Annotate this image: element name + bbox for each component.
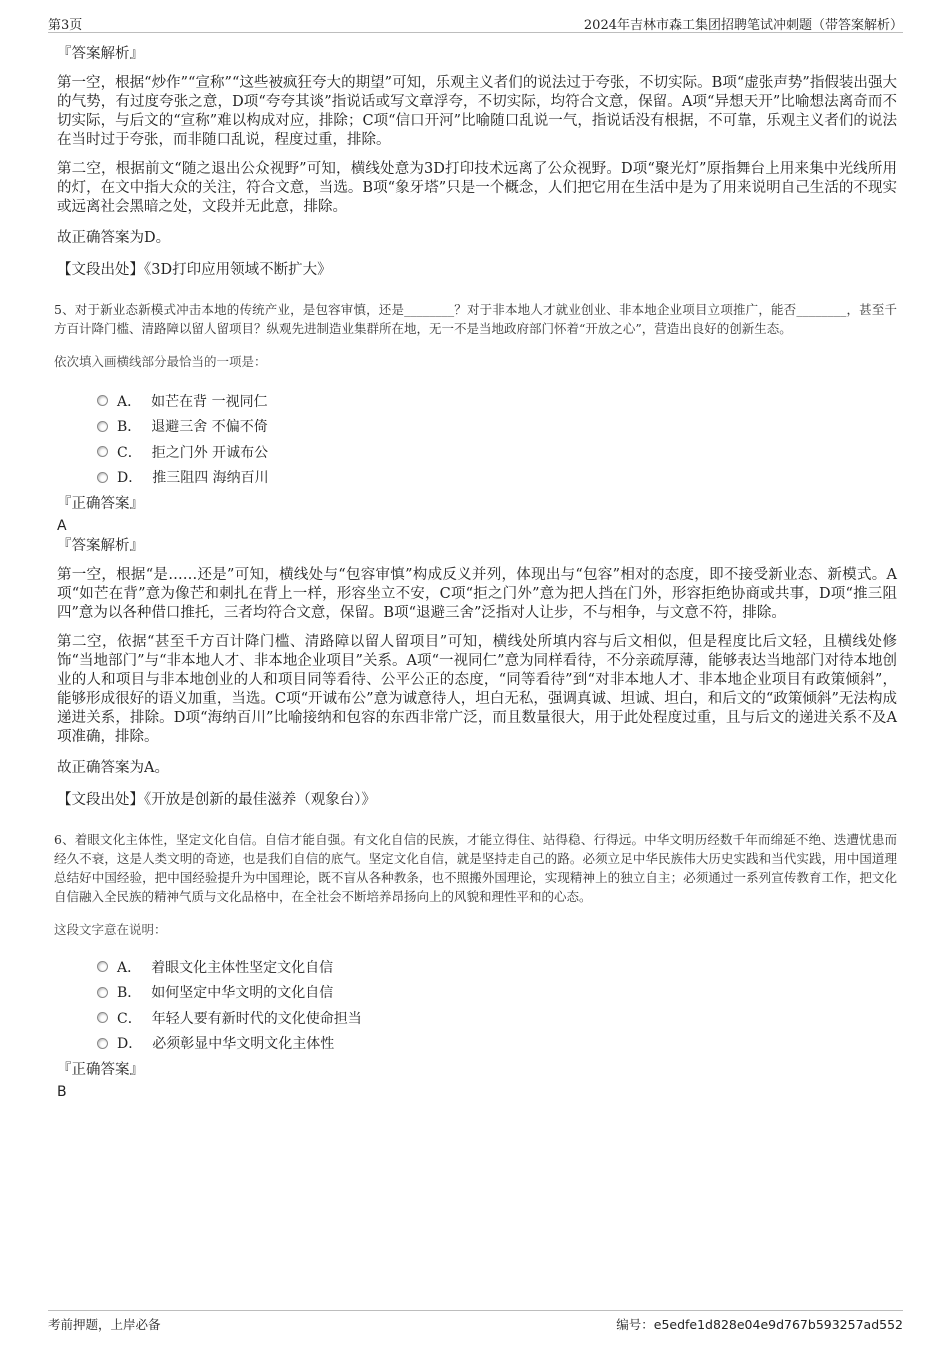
radio-icon[interactable] (97, 961, 108, 972)
code-label: 编号： (616, 1317, 654, 1332)
q5-option-a[interactable]: A． 如芒在背 一视同仁 (97, 388, 897, 414)
q5-analysis-paragraph-2: 第二空，依据“甚至千方百计降门槛、清路障以留人留项目”可知，横线处所填内容与后文相似，但是程度比后文轻，且横线处修饰“当地部门”与“非本地人才、非本地企业项目”关系。A项“一视同仁”意为同样看待，不分亲疏厚薄，能够表达当地部门对待本地创业的人和项目与非本地创业的人和项目同等看待、公平公正的态度，“同等看待”到“对非本地人才、非本地企业项目有政策倾斜”，能够形成很好的语义加重，当选。C项“开诚布公”意为诚意待人，坦白无私，强调真诚、坦诚、坦白，和后文的“政策倾斜”无法构成递进关系，排除。D项“海纳百川”比喻接纳和包容的东西非常广泛，而且数量很大，用于此处程度过重，且与后文的递进关系不及A项准确，排除。 (57, 634, 897, 745)
q5-option-d[interactable]: D． 推三阻四 海纳百川 (97, 465, 897, 491)
q5-options (97, 388, 897, 490)
q5-option-c[interactable]: C． 拒之门外 开诚布公 (97, 439, 897, 465)
radio-icon[interactable] (97, 987, 108, 998)
radio-icon[interactable] (97, 472, 108, 483)
q5-analysis-conclusion: 故正确答案为A。 (57, 760, 169, 776)
q6-options (97, 954, 897, 1056)
prev-source: 【文段出处】《3D打印应用领域不断扩大》 (57, 262, 332, 278)
q6-text: 6、着眼文化主体性，坚定文化自信。自信才能自强。有文化自信的民族，才能立得住、站得稳、行得远。中华文明历经数千年而绵延不绝、迭遭忧患而经久不衰，这是人类文明的奇迹，也是我们自信的底气。坚定文化自信，就是坚持走自己的路。必须立足中华民族伟大历史实践和当代实践，用中国道理总结好中国经验，把中国经验提升为中国理论，既不盲从各种教条，也不照搬外国理论，实现精神上的独立自主；必须通过一系列宣传教育工作，把文化自信融入全民族的精神气质与文化品格中，在全社会不断培养昂扬向上的风貌和理性平和的心态。 (54, 832, 897, 904)
radio-icon[interactable] (97, 395, 108, 406)
q6-option-c[interactable]: C． 年轻人要有新时代的文化使命担当 (97, 1005, 897, 1031)
footer-slogan: 考前押题，上岸必备 (48, 1317, 161, 1332)
prev-analysis-paragraph-1: 第一空，根据“炒作”“宣称”“这些被疯狂夸大的期望”可知，乐观主义者们的说法过于夸张，不切实际。B项“虚张声势”指假装出强大的气势，有过度夸张之意，D项“夸夸其谈”指说话或写文章浮夸，不切实际，均符合文意，保留。A项“异想天开”比喻想法离奇而不切实际，与后文的“宣称”难以构成对应，排除；C项“信口开河”比喻随口乱说一气，指说话没有根据，不可靠，乐观主义者们的说法在当时过于夸张，而非随口乱说，程度过重，排除。 (57, 75, 897, 148)
prev-analysis-conclusion: 故正确答案为D。 (57, 230, 171, 246)
q6-answer: B (57, 1084, 67, 1100)
radio-icon[interactable] (97, 446, 108, 457)
page-footer (48, 1310, 903, 1336)
q5-analysis-paragraph-1: 第一空，根据“是……还是”可知，横线处与“包容审慎”构成反义并列，体现出与“包容”相对的态度，即不接受新业态、新模式。A项“如芒在背”意为像芒和刺扎在背上一样，形容坐立不安，C项“拒之门外”意为把人挡在门外，形容拒绝协商或共事，D项“推三阻四”意为以各种借口推托，三者均符合文意，保留。B项“退避三舍”泛指对人让步，不与相争，与文意不符，排除。 (57, 567, 897, 621)
document-title: 2024年吉林市森工集团招聘笔试冲刺题（带答案解析） (583, 18, 903, 33)
prev-analysis-paragraph-2: 第二空，根据前文“随之退出公众视野”可知，横线处意为3D打印技术远离了公众视野。D项“聚光灯”原指舞台上用来集中光线所用的灯，在文中指大众的关注，符合文意，当选。B项“象牙塔”只是一个概念，人们把它用在生活中是为了用来说明自己生活的不现实或远离社会黑暗之处，文段并无此意，排除。 (57, 161, 897, 215)
q6-option-a[interactable]: A． 着眼文化主体性坚定文化自信 (97, 954, 897, 980)
page-content (54, 44, 897, 1100)
document-code (616, 1315, 903, 1333)
q5-answer-label: 『正确答案』 (57, 496, 144, 512)
prev-analysis-label: 『答案解析』 (57, 46, 144, 62)
q5-source: 【文段出处】《开放是创新的最佳滋养（观象台）》 (57, 792, 376, 808)
q6-option-d[interactable]: D． 必须彰显中华文明文化主体性 (97, 1031, 897, 1057)
radio-icon[interactable] (97, 1012, 108, 1023)
q5-answer: A (57, 518, 67, 534)
code-value: e5edfe1d828e04e9d767b593257ad552 (653, 1317, 903, 1332)
radio-icon[interactable] (97, 421, 108, 432)
page-number: 第3页 (48, 18, 83, 33)
q6-answer-label: 『正确答案』 (57, 1062, 144, 1078)
q5-analysis-label: 『答案解析』 (57, 538, 144, 554)
page-header (48, 10, 903, 33)
q5-prompt: 依次填入画横线部分最恰当的一项是： (54, 354, 267, 369)
radio-icon[interactable] (97, 1038, 108, 1049)
q6-option-b[interactable]: B． 如何坚定中华文明的文化自信 (97, 980, 897, 1006)
q5-text: 5、对于新业态新模式冲击本地的传统产业，是包容审慎，还是________？对于非本地人才就业创业、非本地企业项目立项推广，能否________，甚至千方百计降门槛、清路障以留人留项目？纵观先进制造业集群所在地，无一不是当地政府部门怀着“开放之心”，营造出良好的创新生态。 (54, 302, 897, 336)
q5-option-b[interactable]: B． 退避三舍 不偏不倚 (97, 414, 897, 440)
q6-prompt: 这段文字意在说明： (54, 922, 167, 937)
